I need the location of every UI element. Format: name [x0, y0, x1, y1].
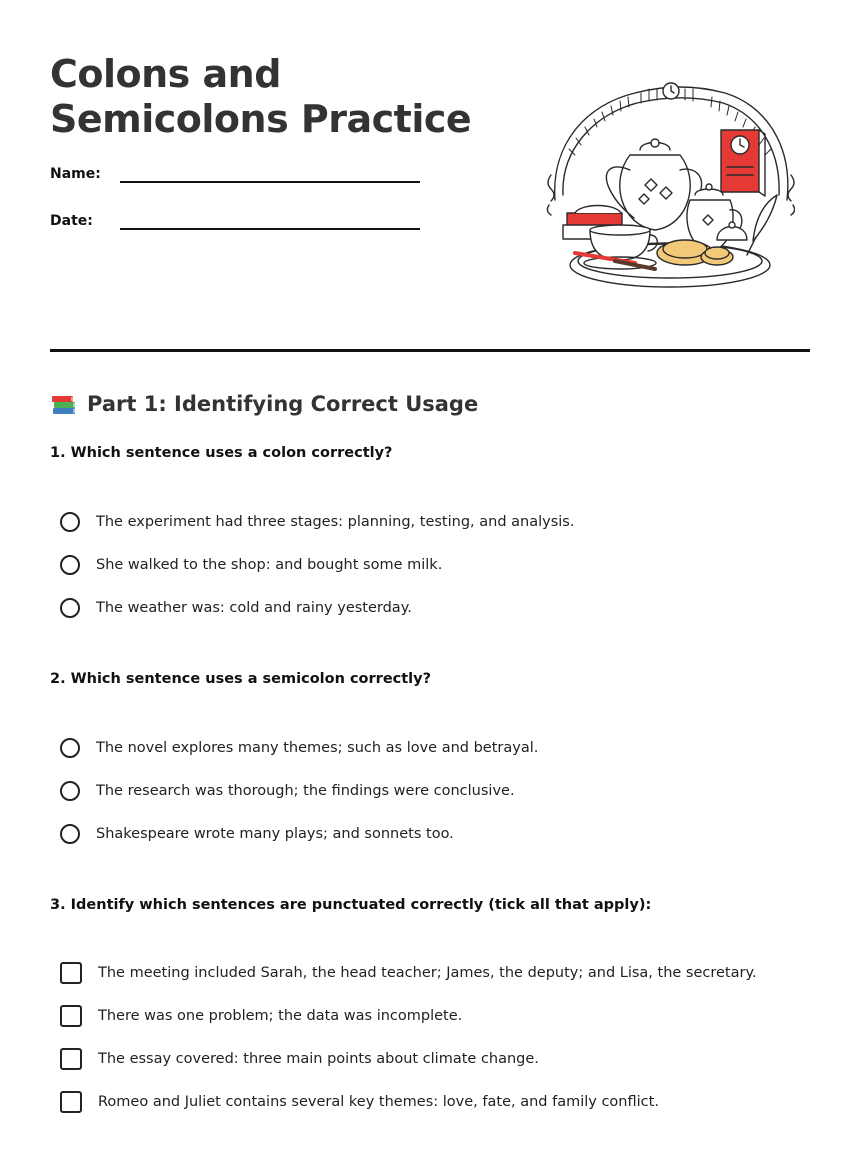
q2-option-2[interactable] [60, 778, 515, 804]
radio-button[interactable] [60, 781, 80, 801]
option-text: The weather was: cold and rainy yesterday. [96, 600, 412, 616]
question-1: 1. Which sentence uses a colon correctly? [50, 445, 393, 461]
option-text: The experiment had three stages: planning, testing, and analysis. [96, 514, 575, 530]
radio-button[interactable] [60, 738, 80, 758]
tea-set-illustration [545, 75, 795, 295]
option-text: Shakespeare wrote many plays; and sonnets too. [96, 826, 454, 842]
q1-option-2[interactable] [60, 552, 442, 578]
checkbox[interactable] [60, 1091, 82, 1113]
q3-option-1[interactable] [60, 960, 757, 986]
option-text: There was one problem; the data was incomplete. [98, 1008, 463, 1024]
checkbox[interactable] [60, 962, 82, 984]
part1-heading-text: Part 1: Identifying Correct Usage [87, 392, 479, 416]
name-input-line[interactable] [120, 181, 420, 183]
radio-button[interactable] [60, 598, 80, 618]
option-text: The essay covered: three main points about climate change. [98, 1051, 539, 1067]
checkbox[interactable] [60, 1048, 82, 1070]
date-input-line[interactable] [120, 228, 420, 230]
q1-option-3[interactable] [60, 595, 412, 621]
date-label: Date: [50, 213, 93, 229]
question-3: 3. Identify which sentences are punctuated correctly (tick all that apply): [50, 897, 652, 913]
section-divider [50, 349, 810, 352]
q3-option-3[interactable] [60, 1046, 539, 1072]
radio-button[interactable] [60, 512, 80, 532]
books-icon [50, 390, 78, 418]
option-text: The novel explores many themes; such as love and betrayal. [96, 740, 539, 756]
page-title: Colons and Semicolons Practice [50, 52, 472, 141]
option-text: The meeting included Sarah, the head teacher; James, the deputy; and Lisa, the secretary. [98, 965, 757, 981]
radio-button[interactable] [60, 555, 80, 575]
name-label: Name: [50, 166, 101, 182]
option-text: Romeo and Juliet contains several key themes: love, fate, and family conflict. [98, 1094, 659, 1110]
radio-button[interactable] [60, 824, 80, 844]
part1-heading [50, 388, 478, 420]
q2-option-1[interactable] [60, 735, 538, 761]
option-text: The research was thorough; the findings were conclusive. [96, 783, 515, 799]
q3-option-4[interactable] [60, 1089, 659, 1115]
date-field[interactable] [50, 213, 420, 243]
question-2: 2. Which sentence uses a semicolon correctly? [50, 671, 432, 687]
q3-option-2[interactable] [60, 1003, 462, 1029]
option-text: She walked to the shop: and bought some milk. [96, 557, 443, 573]
name-field[interactable] [50, 166, 420, 196]
checkbox[interactable] [60, 1005, 82, 1027]
q2-option-3[interactable] [60, 821, 454, 847]
q1-option-1[interactable] [60, 509, 574, 535]
